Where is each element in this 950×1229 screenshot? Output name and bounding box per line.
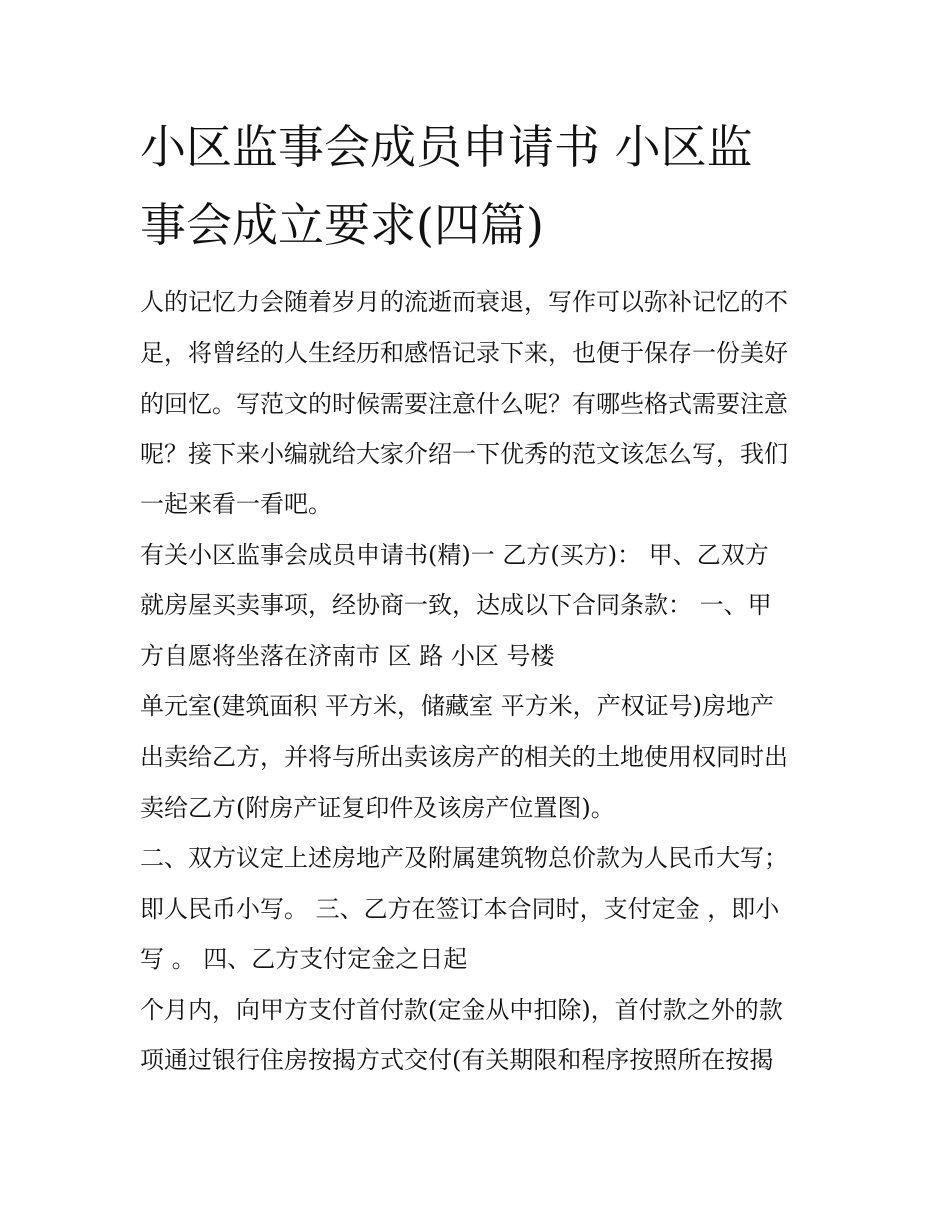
body-line-9: 单元室(建筑面积 平方米，储藏室 平方米，产权证号)房地产 [140, 692, 774, 720]
title-line-1: 小区监事会成员申请书 小区监 [140, 120, 753, 174]
body-line-4: 呢？接下来小编就给大家介绍一下优秀的范文该怎么写，我们 [140, 440, 788, 468]
body-line-1: 人的记忆力会随着岁月的流逝而衰退，写作可以弥补记忆的不 [140, 288, 788, 316]
body-line-15: 个月内，向甲方支付首付款(定金从中扣除)，首付款之外的款 [140, 996, 783, 1024]
document-title [140, 108, 820, 264]
body-line-7: 就房屋买卖事项，经协商一致，达成以下合同条款： 一、甲 [140, 591, 772, 619]
body-line-10: 出卖给乙方，并将与所出卖该房产的相关的土地使用权同时出 [140, 743, 788, 771]
title-line-2: 事会成立要求(四篇) [140, 198, 544, 252]
body-line-5: 一起来看一看吧。 [140, 490, 332, 518]
body-line-14: 写 。 四、乙方支付定金之日起 [140, 945, 468, 973]
body-line-8: 方自愿将坐落在济南市 区 路 小区 号楼 [140, 642, 555, 670]
body-line-3: 的回忆。写范文的时候需要注意什么呢？有哪些格式需要注意 [140, 390, 788, 418]
body-line-13: 即人民币小写。 三、乙方在签订本合同时，支付定金 ，即小 [140, 895, 780, 923]
body-line-12: 二、双方议定上述房地产及附属建筑物总价款为人民币大写； [140, 844, 788, 872]
body-line-2: 足，将曾经的人生经历和感悟记录下来，也便于保存一份美好 [140, 339, 788, 367]
body-line-16: 项通过银行住房按揭方式交付(有关期限和程序按照所在按揭 [140, 1046, 774, 1074]
body-line-6: 有关小区监事会成员申请书(精)一 乙方(买方)： 甲、乙双方 [140, 541, 769, 569]
body-line-11: 卖给乙方(附房产证复印件及该房产位置图)。 [140, 794, 615, 822]
